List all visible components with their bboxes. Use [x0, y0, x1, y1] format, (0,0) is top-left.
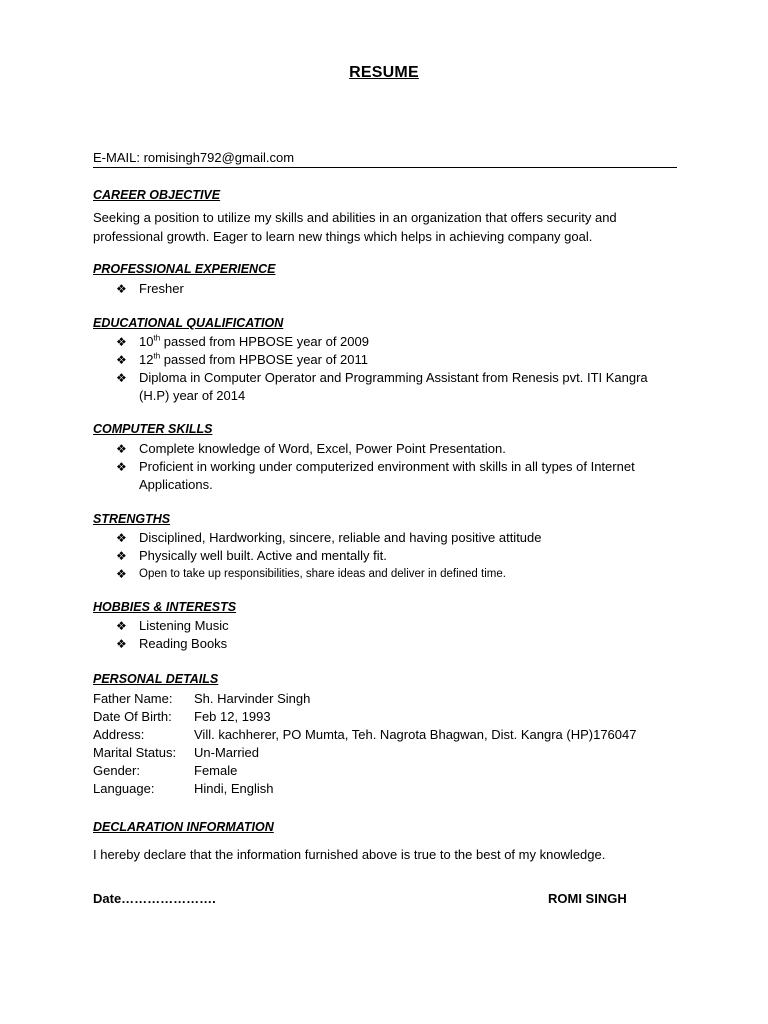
list-item: ❖ Diploma in Computer Operator and Programming Assistant from Renesis pvt. ITI Kangra (H.P) year of 2014: [116, 370, 648, 403]
list-item: ❖ Open to take up responsibilities, share ideas and deliver in defined time.: [116, 567, 506, 581]
skills-list: [116, 440, 676, 494]
personal-row: [93, 726, 693, 744]
strengths-heading: STRENGTHS: [93, 512, 171, 526]
personal-value: Feb 12, 1993: [194, 709, 271, 724]
personal-value: Vill. kachherer, PO Mumta, Teh. Nagrota Bhagwan, Dist. Kangra (HP)176047: [194, 727, 637, 742]
personal-value: Sh. Harvinder Singh: [194, 691, 311, 706]
date-line: Date………………….: [93, 891, 216, 906]
diamond-bullet-icon: ❖: [116, 335, 127, 349]
personal-row: [93, 690, 693, 708]
personal-label: Language:: [93, 781, 155, 796]
career-objective-text: Seeking a position to utilize my skills and abilities in an organization that offers security and professional growth. Eager to learn new things which helps in achieving company goal.: [93, 210, 617, 244]
diamond-bullet-icon: ❖: [116, 353, 127, 367]
list-item: ❖ 12th passed from HPBOSE year of 2011: [116, 351, 369, 367]
experience-list: [116, 280, 676, 298]
email-line: E-MAIL: romisingh792@gmail.com: [93, 150, 677, 168]
list-item: ❖ Reading Books: [116, 636, 228, 651]
diamond-bullet-icon: ❖: [116, 567, 127, 581]
personal-row: [93, 762, 693, 780]
list-item: ❖ Complete knowledge of Word, Excel, Power Point Presentation.: [116, 441, 506, 456]
hobbies-heading: HOBBIES & INTERESTS: [93, 600, 237, 614]
educational-qualification-heading: EDUCATIONAL QUALIFICATION: [93, 316, 284, 330]
list-item: ❖ Physically well built. Active and mentally fit.: [116, 548, 387, 563]
list-item: ❖ Proficient in working under computerized environment with skills in all types of Internet Applications.: [116, 459, 635, 492]
diamond-bullet-icon: ❖: [116, 549, 127, 563]
diamond-bullet-icon: ❖: [116, 282, 127, 296]
personal-value: Hindi, English: [194, 781, 274, 796]
strengths-list: [116, 529, 676, 583]
diamond-bullet-icon: ❖: [116, 442, 127, 456]
personal-details-table: [93, 690, 693, 798]
personal-value: Un-Married: [194, 745, 260, 760]
list-item: ❖ Listening Music: [116, 618, 229, 633]
list-item: ❖ 10th passed from HPBOSE year of 2009: [116, 333, 369, 349]
personal-label: Father Name:: [93, 691, 173, 706]
personal-label: Marital Status:: [93, 745, 177, 760]
career-objective-heading: CAREER OBJECTIVE: [93, 188, 221, 202]
personal-label: Address:: [93, 727, 145, 742]
declaration-text: I hereby declare that the information furnished above is true to the best of my knowledge.: [93, 847, 606, 862]
hobbies-list: [116, 617, 676, 653]
personal-label: Gender:: [93, 763, 140, 778]
list-item: ❖ Fresher: [116, 281, 184, 296]
declaration-heading: DECLARATION INFORMATION: [93, 820, 274, 834]
personal-row: [93, 708, 693, 726]
professional-experience-heading: PROFESSIONAL EXPERIENCE: [93, 262, 276, 276]
personal-details-heading: PERSONAL DETAILS: [93, 672, 219, 686]
list-item: ❖ Disciplined, Hardworking, sincere, reliable and having positive attitude: [116, 530, 542, 545]
page-title: RESUME: [349, 64, 419, 81]
diamond-bullet-icon: ❖: [116, 371, 127, 385]
personal-label: Date Of Birth:: [93, 709, 172, 724]
diamond-bullet-icon: ❖: [116, 619, 127, 633]
signature-name: ROMI SINGH: [548, 891, 627, 906]
computer-skills-heading: COMPUTER SKILLS: [93, 422, 213, 436]
diamond-bullet-icon: ❖: [116, 531, 127, 545]
diamond-bullet-icon: ❖: [116, 460, 127, 474]
personal-value: Female: [194, 763, 238, 778]
diamond-bullet-icon: ❖: [116, 637, 127, 651]
personal-row: [93, 744, 693, 762]
education-list: [116, 333, 676, 405]
personal-row: [93, 780, 693, 798]
